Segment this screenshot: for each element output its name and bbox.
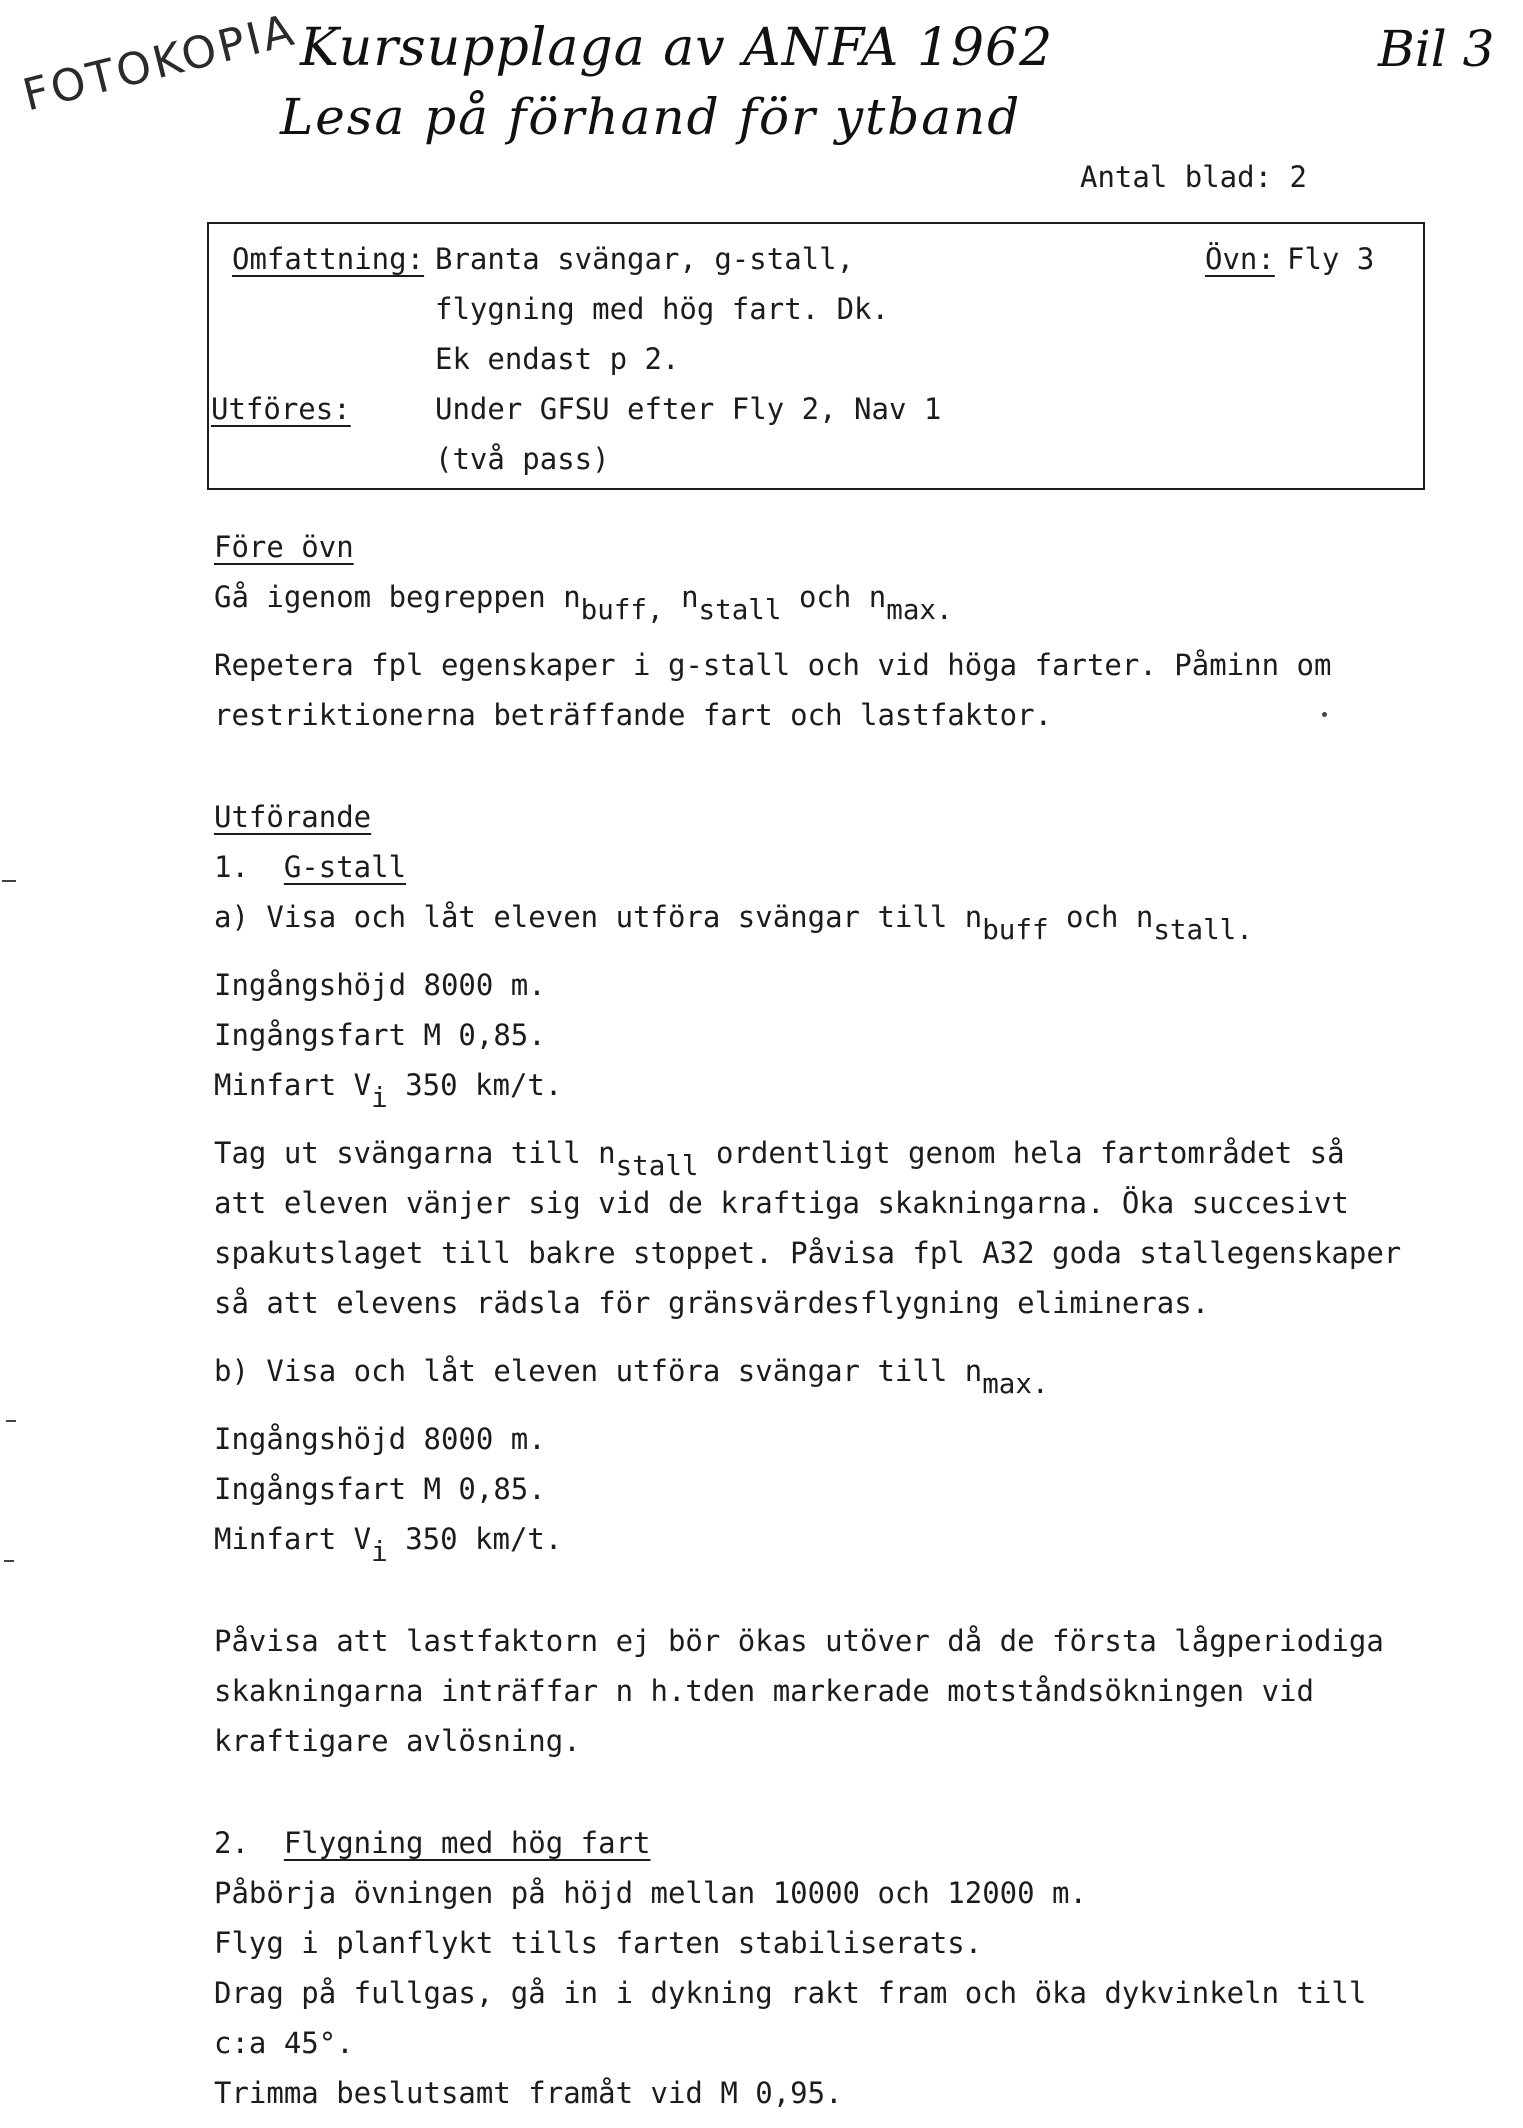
item-b: b) Visa och låt eleven utföra svängar till $n_{max.}$ [214, 1354, 1049, 1400]
scan-mark [4, 1560, 14, 1562]
para-2-line-2: skakningarna inträffar n h.tden markerade motståndsökningen vid [214, 1674, 1314, 1708]
ovn-label: Övn: [1205, 242, 1275, 276]
handwritten-page-ref: Bil 3 [1378, 20, 1495, 78]
handwritten-note-line2: Lesa på förhand för ytband [280, 88, 1022, 146]
section-2-line-5: Trimma beslutsamt framåt vid M 0,95. [214, 2076, 843, 2110]
antal-blad: Antal blad: 2 [1080, 160, 1307, 194]
item-b-fart: Ingångsfart M 0,85. [214, 1472, 546, 1506]
item-a-hojd: Ingångshöjd 8000 m. [214, 968, 546, 1002]
utfores-line-2: (två pass) [435, 442, 610, 476]
para-1-line-1: Tag ut svängarna till $n_{stall}$ ordentligt genom hela fartområdet så [214, 1136, 1345, 1182]
section-2-heading: 2. Flygning med hög fart [214, 1826, 651, 1860]
scan-speck [1322, 712, 1327, 717]
ovn-value: Fly 3 [1287, 242, 1375, 276]
item-b-hojd: Ingångshöjd 8000 m. [214, 1422, 546, 1456]
section-2-line-1: Påbörja övningen på höjd mellan 10000 och 12000 m. [214, 1876, 1087, 1910]
scan-mark [2, 880, 16, 882]
para-1-line-3: spakutslaget till bakre stoppet. Påvisa fpl A32 goda stallegenskaper [214, 1236, 1402, 1270]
utforande-heading: Utförande [214, 800, 372, 834]
para-2-line-3: kraftigare avlösning. [214, 1724, 581, 1758]
para-1-line-4: så att elevens rädsla för gränsvärdesflygning elimineras. [214, 1286, 1210, 1320]
section-2-line-4: c:a 45°. [214, 2026, 354, 2060]
handwritten-note-line1: Kursupplaga av ANFA 1962 [300, 18, 1054, 78]
fore-line-1: Gå igenom begreppen $n_{buff,}$ $n_{stall}$ och $n_{max.}$ [214, 580, 953, 626]
omfattning-line-2: flygning med hög fart. Dk. [435, 292, 889, 326]
para-2-line-1: Påvisa att lastfaktorn ej bör ökas utöver då de första lågperiodiga [214, 1624, 1384, 1658]
utfores-line-1: Under GFSU efter Fly 2, Nav 1 [435, 392, 942, 426]
fore-line-2: Repetera fpl egenskaper i g-stall och vid höga farter. Påminn om [214, 648, 1332, 682]
fore-heading: Före övn [214, 530, 354, 564]
omfattning-label: Omfattning: [232, 242, 425, 276]
fotokopia-stamp: FOTOKOPIA [18, 4, 302, 122]
item-b-minfart: Minfart $V_i$ 350 km/t. [214, 1522, 563, 1568]
section-2-line-3: Drag på fullgas, gå in i dykning rakt fram och öka dykvinkeln till [214, 1976, 1367, 2010]
section-1-heading: 1. G-stall [214, 850, 407, 884]
omfattning-line-1: Branta svängar, g-stall, [435, 242, 855, 276]
header-box [207, 222, 1425, 490]
omfattning-line-3: Ek endast p 2. [435, 342, 680, 376]
utfores-label: Utföres: [211, 392, 351, 426]
para-1-line-2: att eleven vänjer sig vid de kraftiga skakningarna. Öka succesivt [214, 1186, 1349, 1220]
item-a-minfart: Minfart $V_i$ 350 km/t. [214, 1068, 563, 1114]
item-a: a) Visa och låt eleven utföra svängar till $n_{buff}$ och $n_{stall.}$ [214, 900, 1253, 946]
item-a-fart: Ingångsfart M 0,85. [214, 1018, 546, 1052]
fore-line-3: restriktionerna beträffande fart och lastfaktor. [214, 698, 1053, 732]
scan-mark [6, 1420, 16, 1422]
section-2-line-2: Flyg i planflykt tills farten stabiliserats. [214, 1926, 983, 1960]
